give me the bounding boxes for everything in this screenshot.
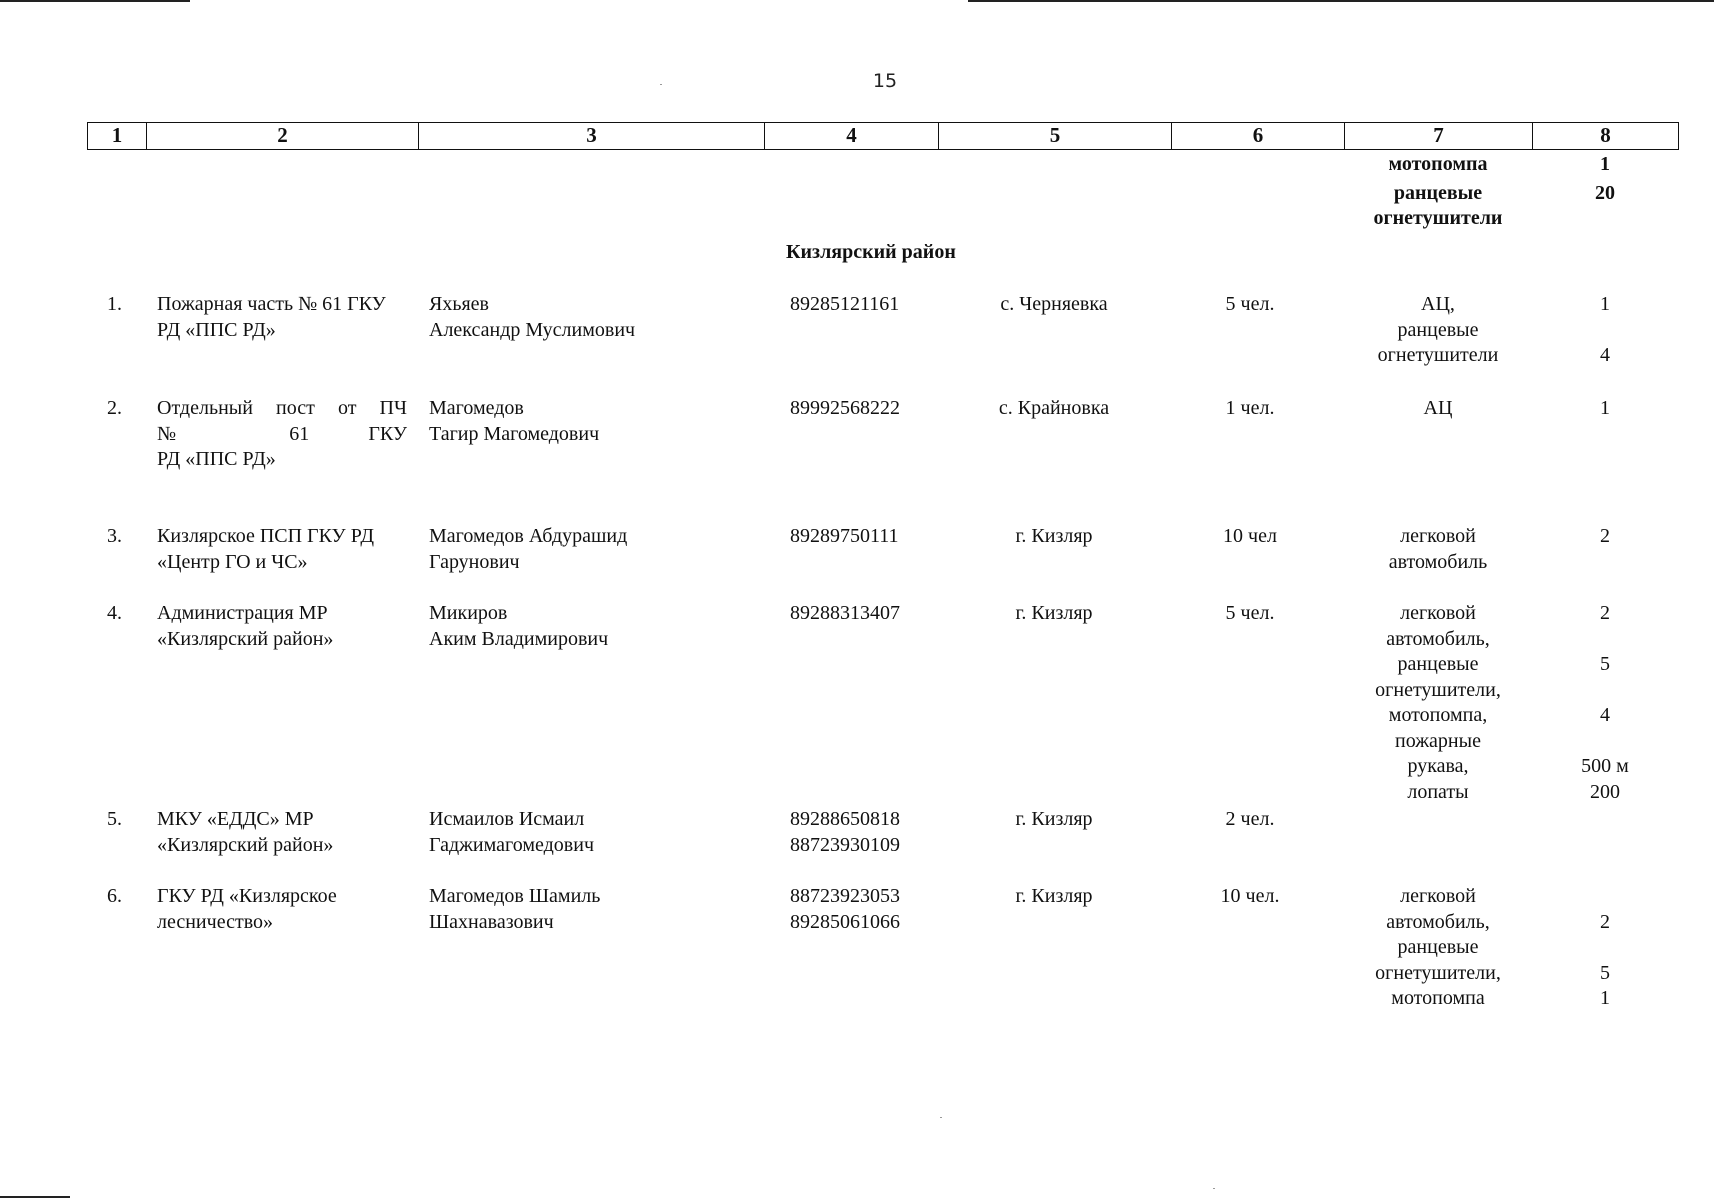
row-1-locality: с. Черняевка — [1000, 293, 1108, 315]
row-4-locality: г. Кизляр — [1015, 602, 1093, 624]
row-3-equipment: легковой автомобиль — [1388, 525, 1488, 573]
scan-edge-line-bottom — [0, 1196, 70, 1198]
row-1-num: 1. — [107, 293, 122, 315]
carryover-quantity: 1 20 — [1595, 153, 1615, 204]
scan-edge-line-right — [968, 0, 1714, 2]
row-3-quantity: 2 — [1600, 525, 1610, 547]
row-2-num: 2. — [107, 397, 122, 419]
header-col-7: 7 — [1344, 123, 1532, 149]
header-col-5: 5 — [938, 123, 1171, 149]
row-5-num: 5. — [107, 808, 122, 830]
row-6-staff: 10 чел. — [1220, 885, 1280, 907]
row-6-num: 6. — [107, 885, 122, 907]
carryover-equipment: мотопомпа ранцевые огнетушители — [1373, 153, 1503, 229]
row-6-locality: г. Кизляр — [1015, 885, 1093, 907]
page-number: 15 — [872, 70, 898, 92]
row-3-person: Магомедов Абдурашид Гарунович — [429, 525, 628, 573]
row-2-person: Магомедов Тагир Магомедович — [429, 397, 600, 445]
table-header-row — [87, 122, 1679, 150]
header-col-3: 3 — [418, 123, 764, 149]
row-2-equipment: АЦ — [1423, 397, 1453, 419]
row-4-quantity: 2 5 4 500 м 200 — [1581, 602, 1629, 803]
row-4-num: 4. — [107, 602, 122, 624]
row-6-quantity: 2 5 1 — [1600, 910, 1610, 1009]
row-6-phone: 88723923053 89285061066 — [790, 885, 900, 933]
scan-speck — [940, 1117, 942, 1118]
row-3-org: Кизлярское ПСП ГКУ РД «Центр ГО и ЧС» — [157, 525, 374, 573]
row-1-staff: 5 чел. — [1225, 293, 1275, 315]
header-col-4: 4 — [764, 123, 938, 149]
row-2-locality: с. Крайновка — [998, 397, 1110, 419]
row-5-staff: 2 чел. — [1225, 808, 1275, 830]
row-1-equipment: АЦ, ранцевые огнетушители — [1377, 293, 1499, 366]
row-2-quantity: 1 — [1600, 397, 1610, 419]
row-2-phone: 89992568222 — [790, 397, 900, 419]
row-1-quantity: 1 4 — [1600, 293, 1610, 366]
header-col-8: 8 — [1532, 123, 1678, 149]
row-1-person: Яхьяев Александр Муслимович — [429, 293, 636, 341]
row-6-person: Магомедов Шамиль Шахнавазович — [429, 885, 601, 933]
row-4-equipment: легковой автомобиль, ранцевые огнетушители, мотопомпа, пожарные рукава, лопаты — [1375, 602, 1501, 803]
row-5-locality: г. Кизляр — [1015, 808, 1093, 830]
row-1-phone: 89285121161 — [790, 293, 900, 315]
row-4-org: Администрация МР «Кизлярский район» — [157, 602, 334, 650]
row-3-staff: 10 чел — [1223, 525, 1277, 547]
row-4-phone: 89288313407 — [790, 602, 900, 624]
row-3-phone: 89289750111 — [790, 525, 899, 547]
row-6-org: ГКУ РД «Кизлярское лесничество» — [157, 885, 337, 933]
row-6-equipment: легковой автомобиль, ранцевые огнетушители, мотопомпа — [1375, 885, 1501, 1009]
row-4-person: Микиров Аким Владимирович — [429, 602, 609, 650]
row-3-locality: г. Кизляр — [1015, 525, 1093, 547]
scan-edge-line-left — [0, 0, 190, 2]
header-col-6: 6 — [1171, 123, 1344, 149]
header-col-2: 2 — [146, 123, 418, 149]
row-3-num: 3. — [107, 525, 122, 547]
row-5-phone: 89288650818 88723930109 — [790, 808, 900, 856]
row-1-org: Пожарная часть № 61 ГКУ РД «ППС РД» — [157, 293, 386, 341]
row-2-org: Отдельный пост от ПЧ № 61 ГКУ РД «ППС РД» — [157, 397, 407, 470]
scan-speck — [1213, 1188, 1215, 1189]
row-5-org: МКУ «ЕДДС» МР «Кизлярский район» — [157, 808, 334, 856]
section-title: Кизлярский район — [786, 241, 956, 263]
header-col-1: 1 — [111, 123, 123, 147]
row-2-staff: 1 чел. — [1225, 397, 1275, 419]
row-5-person: Исмаилов Исмаил Гаджимагомедович — [429, 808, 595, 856]
row-4-staff: 5 чел. — [1225, 602, 1275, 624]
